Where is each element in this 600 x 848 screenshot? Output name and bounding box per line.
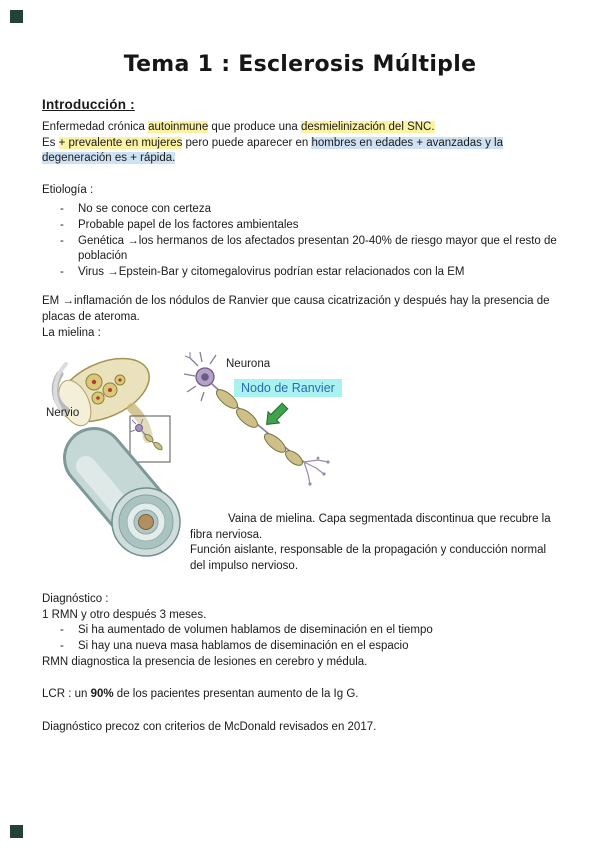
list-item (42, 202, 558, 218)
caption-line: Función aislante, responsable de la propagación y conducción normal del impulso nervioso. (190, 544, 547, 572)
list-item (42, 623, 558, 639)
paragraph-intro-2 (42, 136, 558, 167)
text-run: de los pacientes presentan aumento de la Ig G. (113, 688, 359, 701)
text-run: Es (42, 136, 59, 149)
corner-mark-top-icon (10, 10, 23, 23)
bold-text: 90% (90, 688, 114, 701)
highlighted-text: hombres en edades + avanzadas y la degeneración es + rápida. (42, 136, 503, 165)
list-item-text: Si ha aumentado de volumen hablamos de diseminación en el tiempo (78, 624, 433, 637)
paragraph-lcr (42, 687, 558, 703)
neuron-illustration (184, 352, 330, 486)
paragraph-rmn-lesiones: RMN diagnostica la presencia de lesiones en cerebro y médula. (42, 655, 368, 668)
node-pointer-arrow-icon (261, 400, 291, 430)
section-heading-diagnostico: Diagnóstico : (42, 593, 109, 606)
section-heading-introduccion: Introducción : (42, 97, 135, 112)
section-heading-etiologia: Etiología : (42, 183, 94, 196)
bullet-dash: - (60, 234, 64, 247)
list-item (42, 639, 558, 655)
nerve-diagram (42, 346, 558, 580)
paragraph-mcdonald: Diagnóstico precoz con criterios de McDonald revisados en 2017. (42, 720, 377, 733)
figure-caption (190, 512, 562, 574)
myelin-cylinder (86, 458, 180, 556)
list-item-text: Genética →los hermanos de los afectados presentan 20-40% de riesgo mayor que el resto de población (78, 234, 557, 263)
page-title: Tema 1 : Esclerosis Múltiple (123, 52, 477, 77)
paragraph-rmn: 1 RMN y otro después 3 meses. (42, 608, 207, 621)
text-run: que produce una (208, 121, 301, 133)
bullet-dash: - (60, 218, 64, 231)
diagnostico-list (42, 623, 558, 654)
corner-mark-bottom-icon (10, 825, 23, 838)
bullet-dash: - (60, 265, 64, 278)
bullet-dash: - (60, 639, 64, 652)
text-run: Enfermedad crónica (42, 121, 149, 133)
paragraph-em: EM →inflamación de los nódulos de Ranvier que causa cicatrización y después hay la presencia de placas de ateroma. (42, 295, 550, 323)
paragraph-intro-1 (42, 120, 558, 136)
bullet-dash: - (60, 624, 64, 637)
highlighted-text: autoinmune (148, 121, 209, 133)
list-item-text: Si hay una nueva masa hablamos de diseminación en el espacio (78, 639, 409, 652)
list-item-text: No se conoce con certeza (78, 203, 211, 216)
etiologia-list (42, 202, 558, 280)
list-item-text: Probable papel de los factores ambientales (78, 218, 299, 231)
highlighted-text: desmielinización del SNC. (300, 121, 435, 133)
label-nervio: Nervio (46, 407, 80, 420)
list-item (42, 218, 558, 234)
list-item (42, 234, 558, 265)
bullet-dash: - (60, 203, 64, 216)
highlighted-text: + prevalente en mujeres (58, 136, 183, 149)
list-item (42, 265, 558, 281)
text-run: LCR : un (42, 688, 91, 701)
document-body (0, 97, 600, 735)
text-run: pero puede aparecer en (182, 136, 312, 149)
zoom-box (130, 416, 170, 462)
caption-line: Vaina de mielina. Capa segmentada discontinua que recubre la fibra nerviosa. (190, 513, 551, 541)
list-item-text: Virus →Epstein-Bar y citomegalovirus podrían estar relacionados con la EM (78, 265, 465, 278)
label-nodo-de-ranvier: Nodo de Ranvier (234, 379, 342, 397)
label-neurona: Neurona (226, 358, 271, 371)
paragraph-mielina: La mielina : (42, 326, 101, 339)
